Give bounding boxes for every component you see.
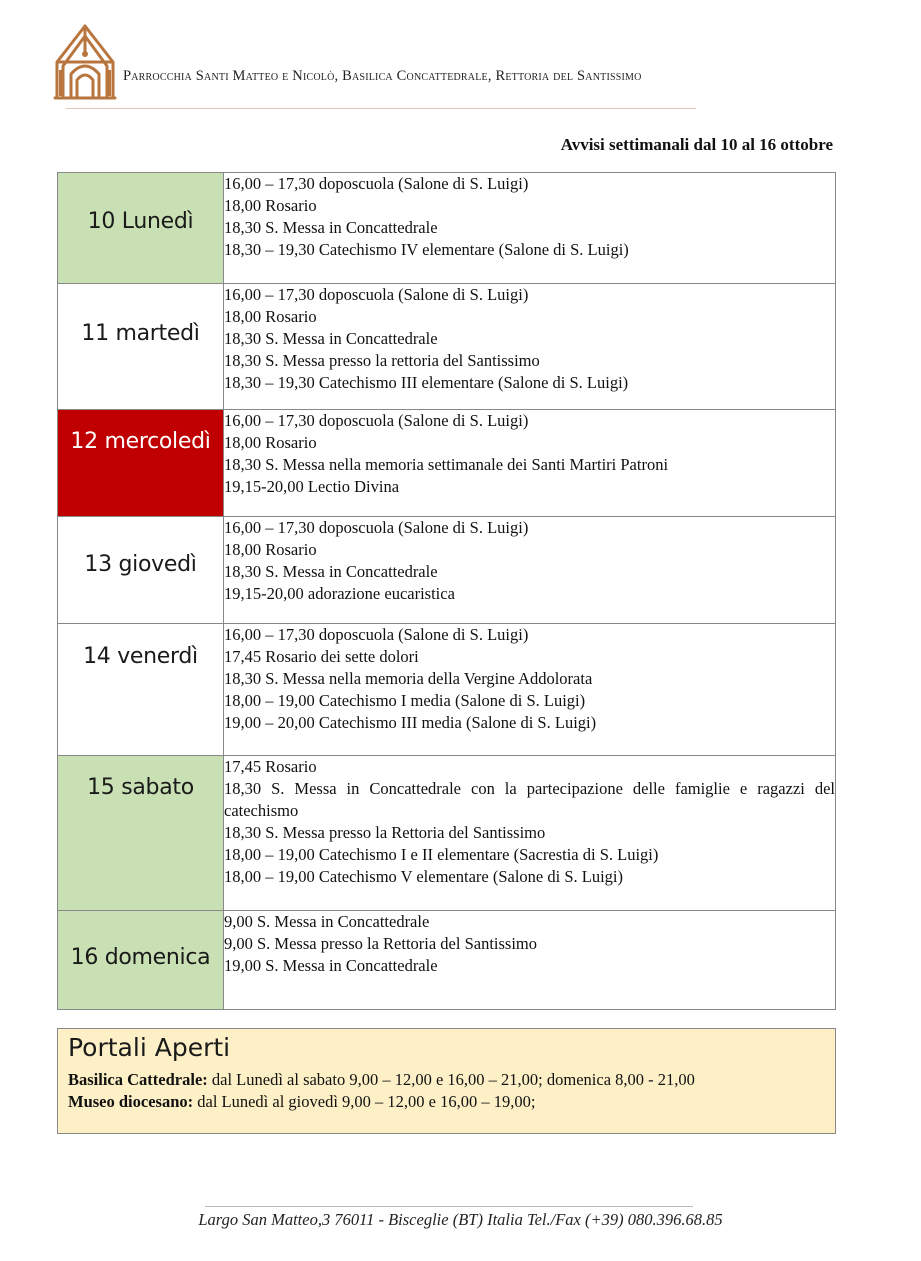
day-label: 16 domenica	[70, 945, 211, 970]
day-label: 11 martedì	[81, 321, 200, 346]
activity-item: 19,00 S. Messa in Concattedrale	[224, 956, 438, 975]
activity-item: 17,45 Rosario	[224, 757, 317, 776]
schedule-row	[58, 756, 836, 911]
schedule-row	[58, 517, 836, 624]
activities-cell	[224, 410, 836, 517]
activity-item: 18,00 Rosario	[224, 196, 317, 215]
footer-divider	[205, 1206, 693, 1207]
activity-item: 18,30 S. Messa in Concattedrale con la partecipazione delle famiglie e ragazzi del catechismo	[224, 779, 835, 820]
activity-item: 18,30 S. Messa presso la Rettoria del Santissimo	[224, 823, 546, 842]
activity-item: 16,00 – 17,30 doposcuola (Salone di S. Luigi)	[224, 625, 529, 644]
day-cell	[58, 756, 224, 911]
day-label: 14 venerdì	[83, 644, 198, 669]
activity-item: 16,00 – 17,30 doposcuola (Salone di S. Luigi)	[224, 411, 529, 430]
activity-item: 16,00 – 17,30 doposcuola (Salone di S. Luigi)	[224, 285, 529, 304]
activity-item: 18,30 S. Messa in Concattedrale	[224, 329, 438, 348]
footer-address: Largo San Matteo,3 76011 - Bisceglie (BT) Italia Tel./Fax (+39) 080.396.68.85	[198, 1210, 723, 1229]
activity-item: 18,30 S. Messa presso la rettoria del Santissimo	[224, 351, 540, 370]
activity-item: 18,00 – 19,00 Catechismo V elementare (Salone di S. Luigi)	[224, 867, 623, 886]
activities-cell	[224, 756, 836, 911]
basilica-hours-line	[68, 1070, 695, 1090]
activity-item: 18,00 Rosario	[224, 307, 317, 326]
activity-item: 18,30 S. Messa nella memoria settimanale dei Santi Martiri Patroni	[224, 455, 669, 474]
schedule-row	[58, 410, 836, 517]
basilica-hours: dal Lunedì al sabato 9,00 – 12,00 e 16,00 – 21,00; domenica 8,00 - 21,00	[207, 1070, 695, 1089]
activities-cell	[224, 284, 836, 410]
day-cell	[58, 911, 224, 1010]
museo-label: Museo diocesano:	[68, 1092, 194, 1111]
schedule-row	[58, 624, 836, 756]
schedule-row	[58, 911, 836, 1010]
parish-name: Parrocchia Santi Matteo e Nicolò, Basilica Concattedrale, Rettoria del Santissimo	[123, 68, 642, 84]
day-cell	[58, 624, 224, 756]
activity-item: 16,00 – 17,30 doposcuola (Salone di S. Luigi)	[224, 174, 529, 193]
day-cell	[58, 517, 224, 624]
activity-item: 9,00 S. Messa in Concattedrale	[224, 912, 430, 931]
museo-hours-line	[68, 1092, 535, 1112]
activity-item: 18,00 Rosario	[224, 433, 317, 452]
activity-item: 19,15-20,00 adorazione eucaristica	[224, 584, 455, 603]
activity-item: 19,00 – 20,00 Catechismo III media (Salone di S. Luigi)	[224, 713, 597, 732]
activity-item: 19,15-20,00 Lectio Divina	[224, 477, 400, 496]
portali-title: Portali Aperti	[68, 1033, 231, 1062]
page-title: Avvisi settimanali dal 10 al 16 ottobre	[560, 135, 833, 154]
activity-item: 18,00 – 19,00 Catechismo I media (Salone di S. Luigi)	[224, 691, 586, 710]
activities-cell	[224, 517, 836, 624]
day-cell	[58, 173, 224, 284]
weekly-schedule-table	[57, 172, 836, 1010]
schedule-row	[58, 284, 836, 410]
portali-aperti-box	[57, 1028, 836, 1134]
day-label: 12 mercoledì	[70, 429, 211, 454]
basilica-label: Basilica Cattedrale:	[68, 1070, 208, 1089]
day-cell	[58, 410, 224, 517]
activity-item: 18,30 S. Messa in Concattedrale	[224, 562, 438, 581]
day-label: 15 sabato	[87, 775, 194, 800]
activity-item: 18,30 S. Messa in Concattedrale	[224, 218, 438, 237]
parish-logo-icon	[53, 22, 117, 100]
activity-item: 18,30 – 19,30 Catechismo IV elementare (Salone di S. Luigi)	[224, 240, 629, 259]
activity-item: 18,30 S. Messa nella memoria della Vergine Addolorata	[224, 669, 593, 688]
day-label: 13 giovedì	[84, 552, 197, 577]
museo-hours: dal Lunedì al giovedì 9,00 – 12,00 e 16,00 – 19,00;	[193, 1092, 536, 1111]
activity-item: 18,30 – 19,30 Catechismo III elementare (Salone di S. Luigi)	[224, 373, 629, 392]
activities-cell	[224, 624, 836, 756]
activity-item: 9,00 S. Messa presso la Rettoria del Santissimo	[224, 934, 538, 953]
activity-item: 18,00 – 19,00 Catechismo I e II elementare (Sacrestia di S. Luigi)	[224, 845, 659, 864]
activities-cell	[224, 173, 836, 284]
day-cell	[58, 284, 224, 410]
activities-cell	[224, 911, 836, 1010]
day-label: 10 Lunedì	[87, 209, 194, 234]
schedule-row	[58, 173, 836, 284]
activity-item: 18,00 Rosario	[224, 540, 317, 559]
header-divider	[66, 108, 696, 109]
activity-item: 16,00 – 17,30 doposcuola (Salone di S. Luigi)	[224, 518, 529, 537]
activity-item: 17,45 Rosario dei sette dolori	[224, 647, 419, 666]
